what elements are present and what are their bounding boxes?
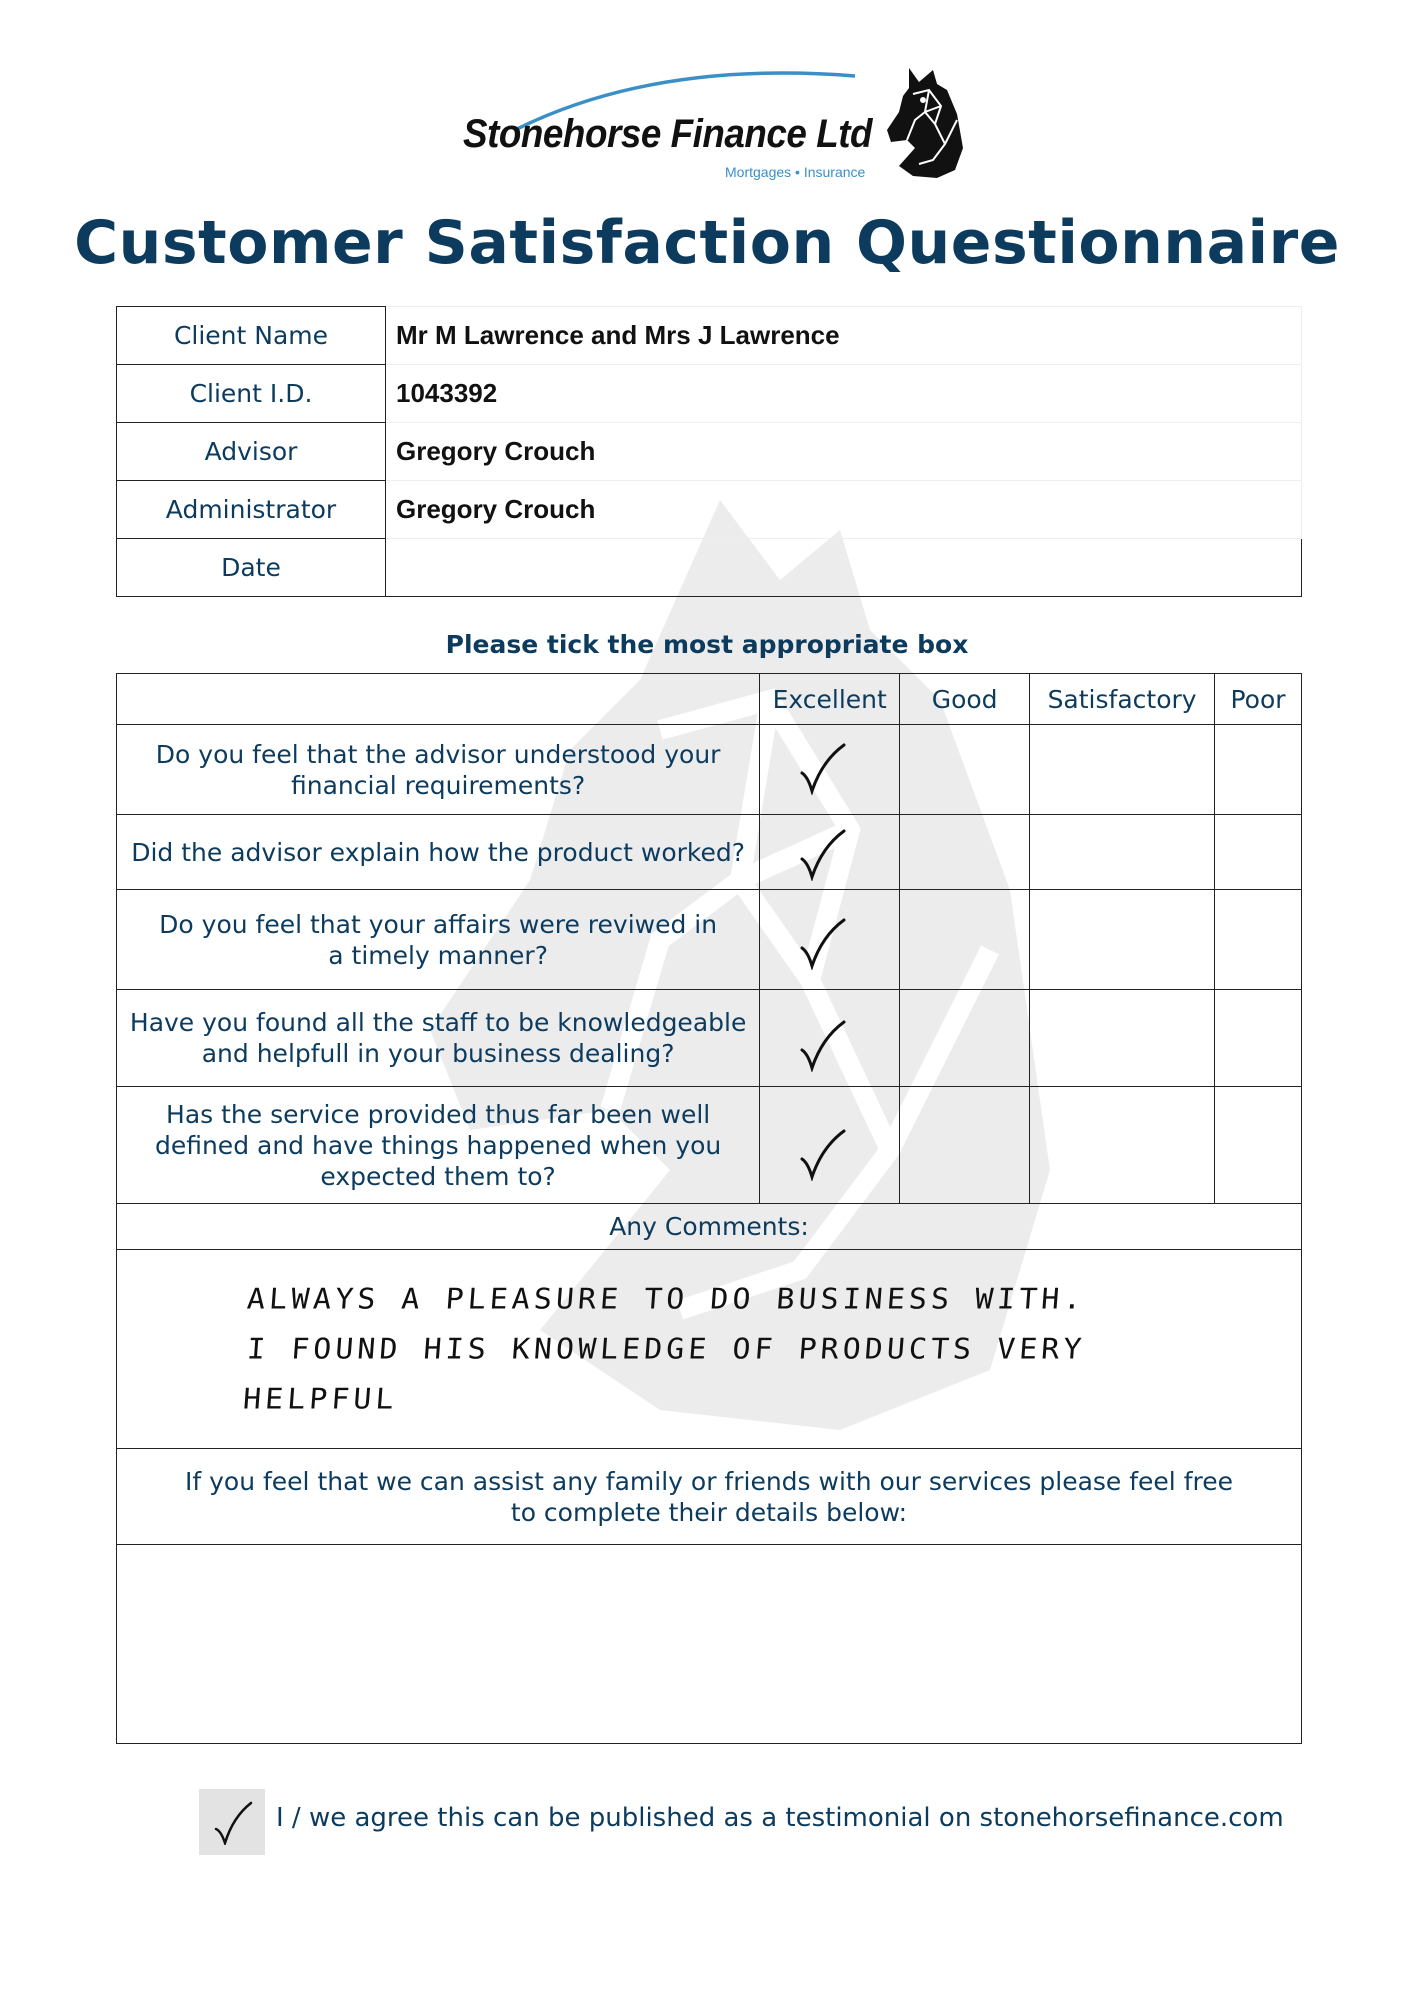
rating-cell-good[interactable] <box>900 725 1030 815</box>
column-header-excellent: Excellent <box>760 674 900 725</box>
comments-label: Any Comments: <box>117 1204 1302 1250</box>
date-label: Date <box>117 539 386 597</box>
administrator-label: Administrator <box>117 481 386 539</box>
client-id-row <box>117 365 1302 423</box>
question-line: Do you feel that your affairs were reviwed in <box>159 909 718 939</box>
rating-cell-satisfactory[interactable] <box>1030 990 1215 1087</box>
logo-tagline: Mortgages • Insurance <box>725 164 866 180</box>
question-line: and helpfull in your business dealing? <box>201 1039 675 1068</box>
question-header-blank <box>117 674 760 725</box>
referral-prompt-line: to complete their details below: <box>510 1497 908 1527</box>
question-text <box>117 725 760 815</box>
checkmark-icon <box>798 743 846 795</box>
question-text <box>117 990 760 1087</box>
rating-cell-good[interactable] <box>900 990 1030 1087</box>
checkmark-icon <box>798 1129 846 1181</box>
client-name-value[interactable]: Mr M Lawrence and Mrs J Lawrence <box>386 307 1302 365</box>
rating-cell-excellent[interactable] <box>760 890 900 990</box>
advisor-row <box>117 423 1302 481</box>
question-line: a timely manner? <box>328 940 548 970</box>
client-id-value[interactable]: 1043392 <box>386 365 1302 423</box>
administrator-row <box>117 481 1302 539</box>
rating-cell-excellent[interactable] <box>760 725 900 815</box>
question-line: Has the service provided thus far been well <box>166 1099 711 1129</box>
checkmark-icon <box>798 918 846 970</box>
rating-cell-good[interactable] <box>900 1087 1030 1204</box>
administrator-value[interactable]: Gregory Crouch <box>386 481 1302 539</box>
question-line: Do you feel that the advisor understood your <box>155 739 721 769</box>
rating-cell-good[interactable] <box>900 815 1030 890</box>
referral-prompt <box>117 1449 1302 1545</box>
rating-cell-satisfactory[interactable] <box>1030 725 1215 815</box>
question-row <box>117 890 1302 990</box>
question-row <box>117 990 1302 1087</box>
testimonial-consent-checkbox[interactable] <box>199 1789 265 1855</box>
comments-field[interactable] <box>117 1250 1302 1449</box>
page-title: Customer Satisfaction Questionnaire <box>74 208 1340 278</box>
question-line: expected them to? <box>320 1161 556 1191</box>
question-line: financial requirements? <box>291 770 586 800</box>
rating-cell-poor[interactable] <box>1215 890 1302 990</box>
logo-company-name: Stonehorse Finance Ltd <box>463 112 873 156</box>
client-name-label: Client Name <box>117 307 386 365</box>
referral-details-row <box>117 1545 1302 1744</box>
question-row <box>117 1087 1302 1204</box>
rating-cell-satisfactory[interactable] <box>1030 815 1215 890</box>
tick-instruction: Please tick the most appropriate box <box>445 630 969 659</box>
question-row <box>117 725 1302 815</box>
rating-cell-good[interactable] <box>900 890 1030 990</box>
rating-cell-excellent[interactable] <box>760 815 900 890</box>
questions-table <box>116 673 1302 1744</box>
rating-cell-satisfactory[interactable] <box>1030 1087 1215 1204</box>
rating-cell-satisfactory[interactable] <box>1030 890 1215 990</box>
client-info-table <box>116 306 1302 597</box>
comment-line: I FOUND HIS KNOWLEDGE OF PRODUCTS VERY <box>245 1332 1087 1367</box>
rating-cell-poor[interactable] <box>1215 1087 1302 1204</box>
question-line: Did the advisor explain how the product worked? <box>131 837 746 867</box>
client-name-row <box>117 307 1302 365</box>
column-header-poor: Poor <box>1215 674 1302 725</box>
comment-line: ALWAYS A PLEASURE TO DO BUSINESS WITH. <box>245 1282 1087 1317</box>
question-line: defined and have things happened when you <box>154 1130 722 1160</box>
question-line: Have you found all the staff to be knowledgeable <box>129 1008 747 1037</box>
rating-cell-excellent[interactable] <box>760 990 900 1087</box>
rating-cell-poor[interactable] <box>1215 725 1302 815</box>
question-text <box>117 1087 760 1204</box>
rating-cell-excellent[interactable] <box>760 1087 900 1204</box>
company-logo <box>455 60 955 190</box>
referral-prompt-line: If you feel that we can assist any family or friends with our services please feel free <box>184 1466 1233 1496</box>
checkmark-icon <box>798 829 846 881</box>
comments-label-row <box>117 1204 1302 1250</box>
date-row <box>117 539 1302 597</box>
date-value[interactable] <box>386 539 1302 597</box>
question-row <box>117 815 1302 890</box>
client-id-label: Client I.D. <box>117 365 386 423</box>
comments-body-row <box>117 1250 1302 1449</box>
referral-prompt-row <box>117 1449 1302 1545</box>
advisor-value[interactable]: Gregory Crouch <box>386 423 1302 481</box>
checkmark-icon <box>213 1801 253 1845</box>
testimonial-consent-label: I / we agree this can be published as a testimonial on stonehorsefinance.com <box>276 1803 1284 1833</box>
question-text <box>117 815 760 890</box>
horse-head-icon <box>885 60 965 178</box>
advisor-label: Advisor <box>117 423 386 481</box>
checkmark-icon <box>798 1020 846 1072</box>
comment-line: HELPFUL <box>241 1382 399 1417</box>
rating-header-row <box>117 674 1302 725</box>
rating-cell-poor[interactable] <box>1215 815 1302 890</box>
rating-cell-poor[interactable] <box>1215 990 1302 1087</box>
column-header-satisfactory: Satisfactory <box>1030 674 1215 725</box>
column-header-good: Good <box>900 674 1030 725</box>
question-text <box>117 890 760 990</box>
referral-details-field[interactable] <box>117 1545 1302 1744</box>
